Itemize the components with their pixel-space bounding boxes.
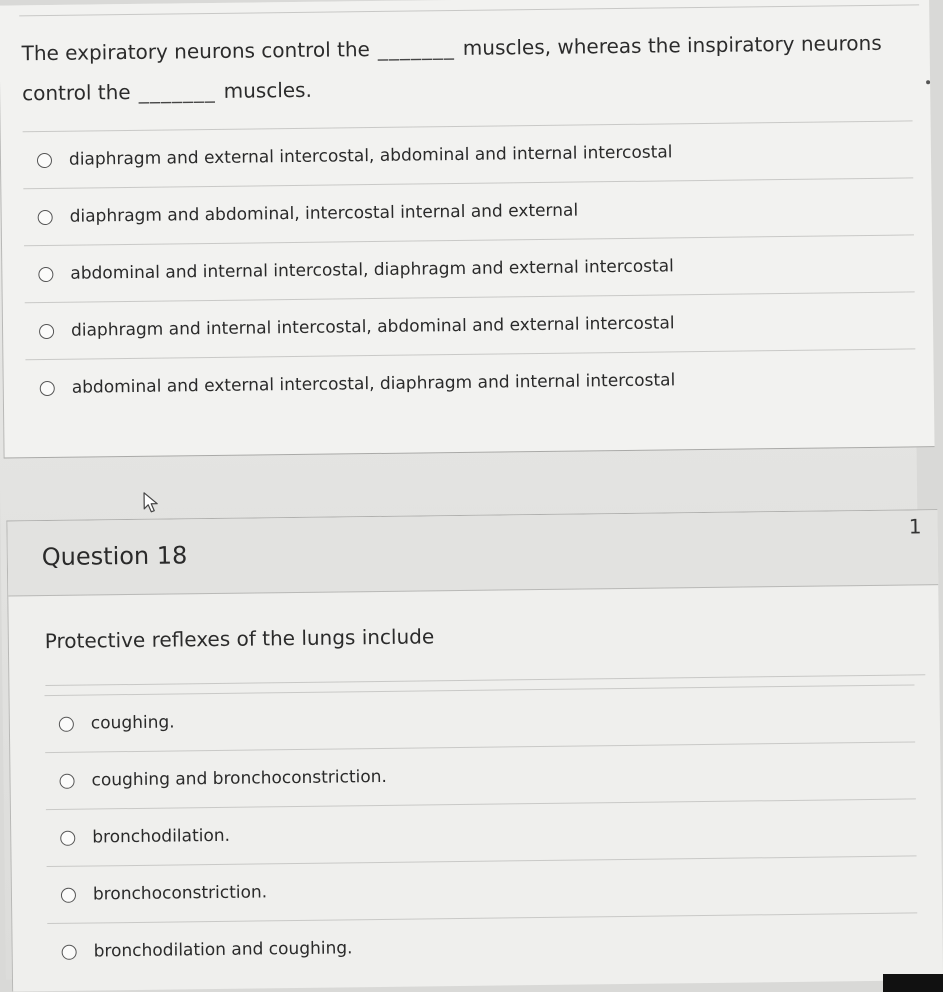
option-label: diaphragm and external intercostal, abdominal and internal intercostal xyxy=(68,142,673,170)
question-17-text xyxy=(21,22,912,113)
option-label: diaphragm and internal intercostal, abdominal and external intercostal xyxy=(70,313,675,341)
question-17-text-part3: control the xyxy=(22,79,131,106)
question-18-option[interactable] xyxy=(47,855,918,923)
question-18-title: Question 18 xyxy=(41,541,188,572)
card-top-divider xyxy=(19,4,919,16)
question-17-option[interactable] xyxy=(25,348,916,416)
radio-button-icon[interactable] xyxy=(40,380,55,395)
question-18-option[interactable] xyxy=(47,912,918,980)
radio-button-icon[interactable] xyxy=(59,773,74,788)
radio-button-icon[interactable] xyxy=(37,152,52,167)
question-18-points: 1 xyxy=(908,514,922,539)
mouse-pointer-icon xyxy=(142,491,160,515)
question-17-blank-2: _______ xyxy=(138,78,216,104)
radio-button-icon[interactable] xyxy=(39,323,54,338)
question-17-card xyxy=(0,0,935,459)
option-label: coughing. xyxy=(90,712,175,734)
question-18-option[interactable] xyxy=(45,684,916,752)
bullet-dot xyxy=(926,80,930,84)
option-label: bronchodilation and coughing. xyxy=(93,938,353,962)
question-18-header xyxy=(7,510,938,596)
question-17-blank-1: _______ xyxy=(377,36,455,61)
screen-edge-shadow xyxy=(883,974,943,992)
option-label: abdominal and external intercostal, diaphragm and internal intercostal xyxy=(71,370,676,398)
option-label: bronchoconstriction. xyxy=(92,882,268,905)
question-18-option[interactable] xyxy=(46,798,917,866)
option-label: abdominal and internal intercostal, diaphragm and external intercostal xyxy=(70,256,674,284)
question-18-text: Protective reflexes of the lungs include xyxy=(44,624,435,654)
radio-button-icon[interactable] xyxy=(38,209,53,224)
question-18-options xyxy=(45,684,918,980)
radio-button-icon[interactable] xyxy=(59,716,74,731)
question-17-text-part4: muscles. xyxy=(223,77,313,103)
option-label: diaphragm and abdominal, intercostal internal and external xyxy=(69,200,579,227)
radio-button-icon[interactable] xyxy=(38,266,53,281)
option-label: coughing and bronchoconstriction. xyxy=(91,766,388,791)
question-17-options xyxy=(23,120,916,416)
radio-button-icon[interactable] xyxy=(60,830,75,845)
radio-button-icon[interactable] xyxy=(61,887,76,902)
question-17-text-part1: The expiratory neurons control the xyxy=(21,37,370,66)
radio-button-icon[interactable] xyxy=(62,944,77,959)
question-17-text-part2: muscles, whereas the inspiratory neurons xyxy=(462,30,882,60)
option-label: bronchodilation. xyxy=(92,825,231,848)
question-18-option[interactable] xyxy=(45,741,916,809)
question-18-divider xyxy=(45,674,925,686)
